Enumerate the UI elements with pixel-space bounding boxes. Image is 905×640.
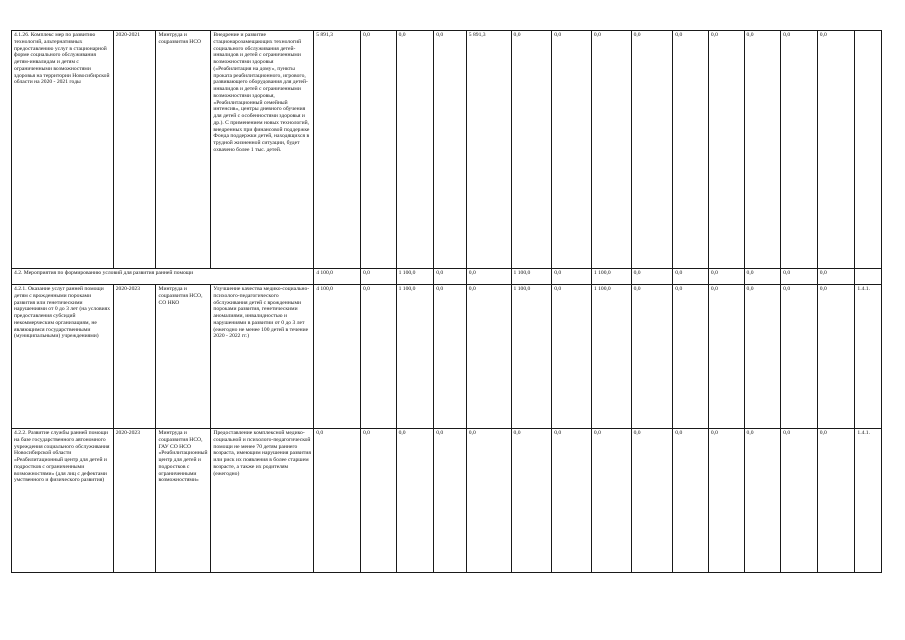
value-cell: 0,0 [708,269,744,285]
value-cell: 0,0 [673,31,709,269]
value-cell: 0,0 [552,31,592,269]
value-cell: 0,0 [817,429,855,573]
value-cell: 0,0 [511,31,552,269]
value-cell: 0,0 [591,429,631,573]
period: 2020-2023 [113,429,156,573]
program-table [11,30,882,573]
value-cell: 1 100,0 [396,269,434,285]
value-cell: 4 100,0 [314,269,361,285]
period: 2020-2023 [113,285,156,429]
value-cell: 0,0 [744,31,781,269]
period: 2020-2021 [113,31,156,269]
section-title: 4.2. Мероприятия по формированию условий для развития ранней помощи [12,269,314,285]
value-cell: 0,0 [708,285,744,429]
value-cell: 0,0 [781,31,818,269]
value-cell: 0,0 [631,285,673,429]
value-cell: 0,0 [744,269,781,285]
expected-result: Внедрение и развитие стационарозамещающих технологий социального обслуживания детей-инвалидов и детей с ограниченными возможностями здоровья («Реабилитация на дому», пункты проката реабилитационного, игрового, развивающего оборудования для детей-инвалидов и детей с ограниченными возможностями здоровья, «Реабилитационный семейный интенсив», центры дневного обучения для детей с особенностями здоровья и др.). С применением новых технологий, внедренных при финансовой поддержке Фонда поддержки детей, находящихся в трудной жизненной ситуации, будет охвачено более 1 тыс. детей. [211,31,314,269]
value-cell: 1 100,0 [591,269,631,285]
value-cell: 0,0 [434,269,467,285]
value-cell: 0,0 [552,269,592,285]
executor: Минтруда и соцразвития НСО [156,31,211,269]
section-row [12,269,882,285]
value-cell: 4 100,0 [314,285,361,429]
expected-result: Предоставление комплексной медико-социальной и психолого-педагогической помощи не менее 70 детям раннего возраста, имеющим нарушения развития или риск их появления в более старшем возрасте, а также их родителям (ежегодно) [211,429,314,573]
value-cell: 0,0 [744,429,781,573]
value-cell: 0,0 [673,285,709,429]
value-cell: 0,0 [781,429,818,573]
activity-name: 4.2.1. Оказание услуг ранней помощи детям с врожденными пороками развития или генетическими нарушениями от 0 до 3 лет (на условиях предоставления субсидий некоммерческим организациям, не являющимся государственными (муниципальными) учреждениями) [12,285,114,429]
executor: Минтруда и соцразвития НСО, ГАУ СО НСО «Реабилитационный центр для детей и подростков с ограниченными возможностями» [156,429,211,573]
value-cell: 0,0 [396,429,434,573]
value-cell: 0,0 [631,31,673,269]
value-cell: 0,0 [466,285,511,429]
value-cell: 0,0 [466,269,511,285]
value-cell: 0,0 [552,429,592,573]
value-cell: 1 100,0 [591,285,631,429]
value-cell: 0,0 [708,31,744,269]
value-cell: 0,0 [817,31,855,269]
value-cell: 0,0 [708,429,744,573]
indicator-code: 1.4.1. [855,429,882,573]
indicator-code [855,269,882,285]
table-row [12,31,882,269]
expected-result: Улучшение качества медико-социально-психолого-педагогического обслуживания детей с врожденными пороками развития, генетическими аномалиями, инвалидностью и нарушениями в развитии от 0 до 3 лет (ежегодно не менее 100 детей в течение 2020 - 2022 гг.) [211,285,314,429]
value-cell: 0,0 [466,429,511,573]
value-cell: 1 100,0 [511,285,552,429]
value-cell: 0,0 [591,31,631,269]
value-cell: 0,0 [360,31,396,269]
value-cell: 0,0 [673,269,709,285]
value-cell: 0,0 [396,31,434,269]
value-cell: 5 891,3 [466,31,511,269]
value-cell: 0,0 [781,269,818,285]
value-cell: 0,0 [744,285,781,429]
value-cell: 1 100,0 [511,269,552,285]
value-cell: 0,0 [434,285,467,429]
value-cell: 0,0 [360,269,396,285]
value-cell: 0,0 [511,429,552,573]
value-cell: 0,0 [314,429,361,573]
value-cell: 0,0 [817,285,855,429]
value-cell: 0,0 [360,429,396,573]
executor: Минтруда и соцразвития НСО, СО НКО [156,285,211,429]
indicator-code [855,31,882,269]
value-cell: 0,0 [360,285,396,429]
activity-name: 4.1.26. Комплекс мер по развитию технологий, альтернативных предоставлению услуг в стационарной форме социального обслуживания детям-инвалидам и детям с ограниченными возможностями здоровья на территории Новосибирской области на 2020 - 2021 годы [12,31,114,269]
value-cell: 0,0 [781,285,818,429]
value-cell: 0,0 [434,429,467,573]
value-cell: 0,0 [631,429,673,573]
table-row [12,285,882,429]
value-cell: 0,0 [434,31,467,269]
value-cell: 0,0 [552,285,592,429]
table-row [12,429,882,573]
value-cell: 5 891,3 [314,31,361,269]
activity-name: 4.2.2. Развитие службы ранней помощи на базе государственного автономного учреждения социального обслуживания Новосибирской области «Реабилитационный центр для детей и подростков с ограниченными возможностями» (для лиц с дефектами умственного и физического развития) [12,429,114,573]
value-cell: 0,0 [817,269,855,285]
value-cell: 1 100,0 [396,285,434,429]
value-cell: 0,0 [631,269,673,285]
indicator-code: 1.4.1. [855,285,882,429]
value-cell: 0,0 [673,429,709,573]
